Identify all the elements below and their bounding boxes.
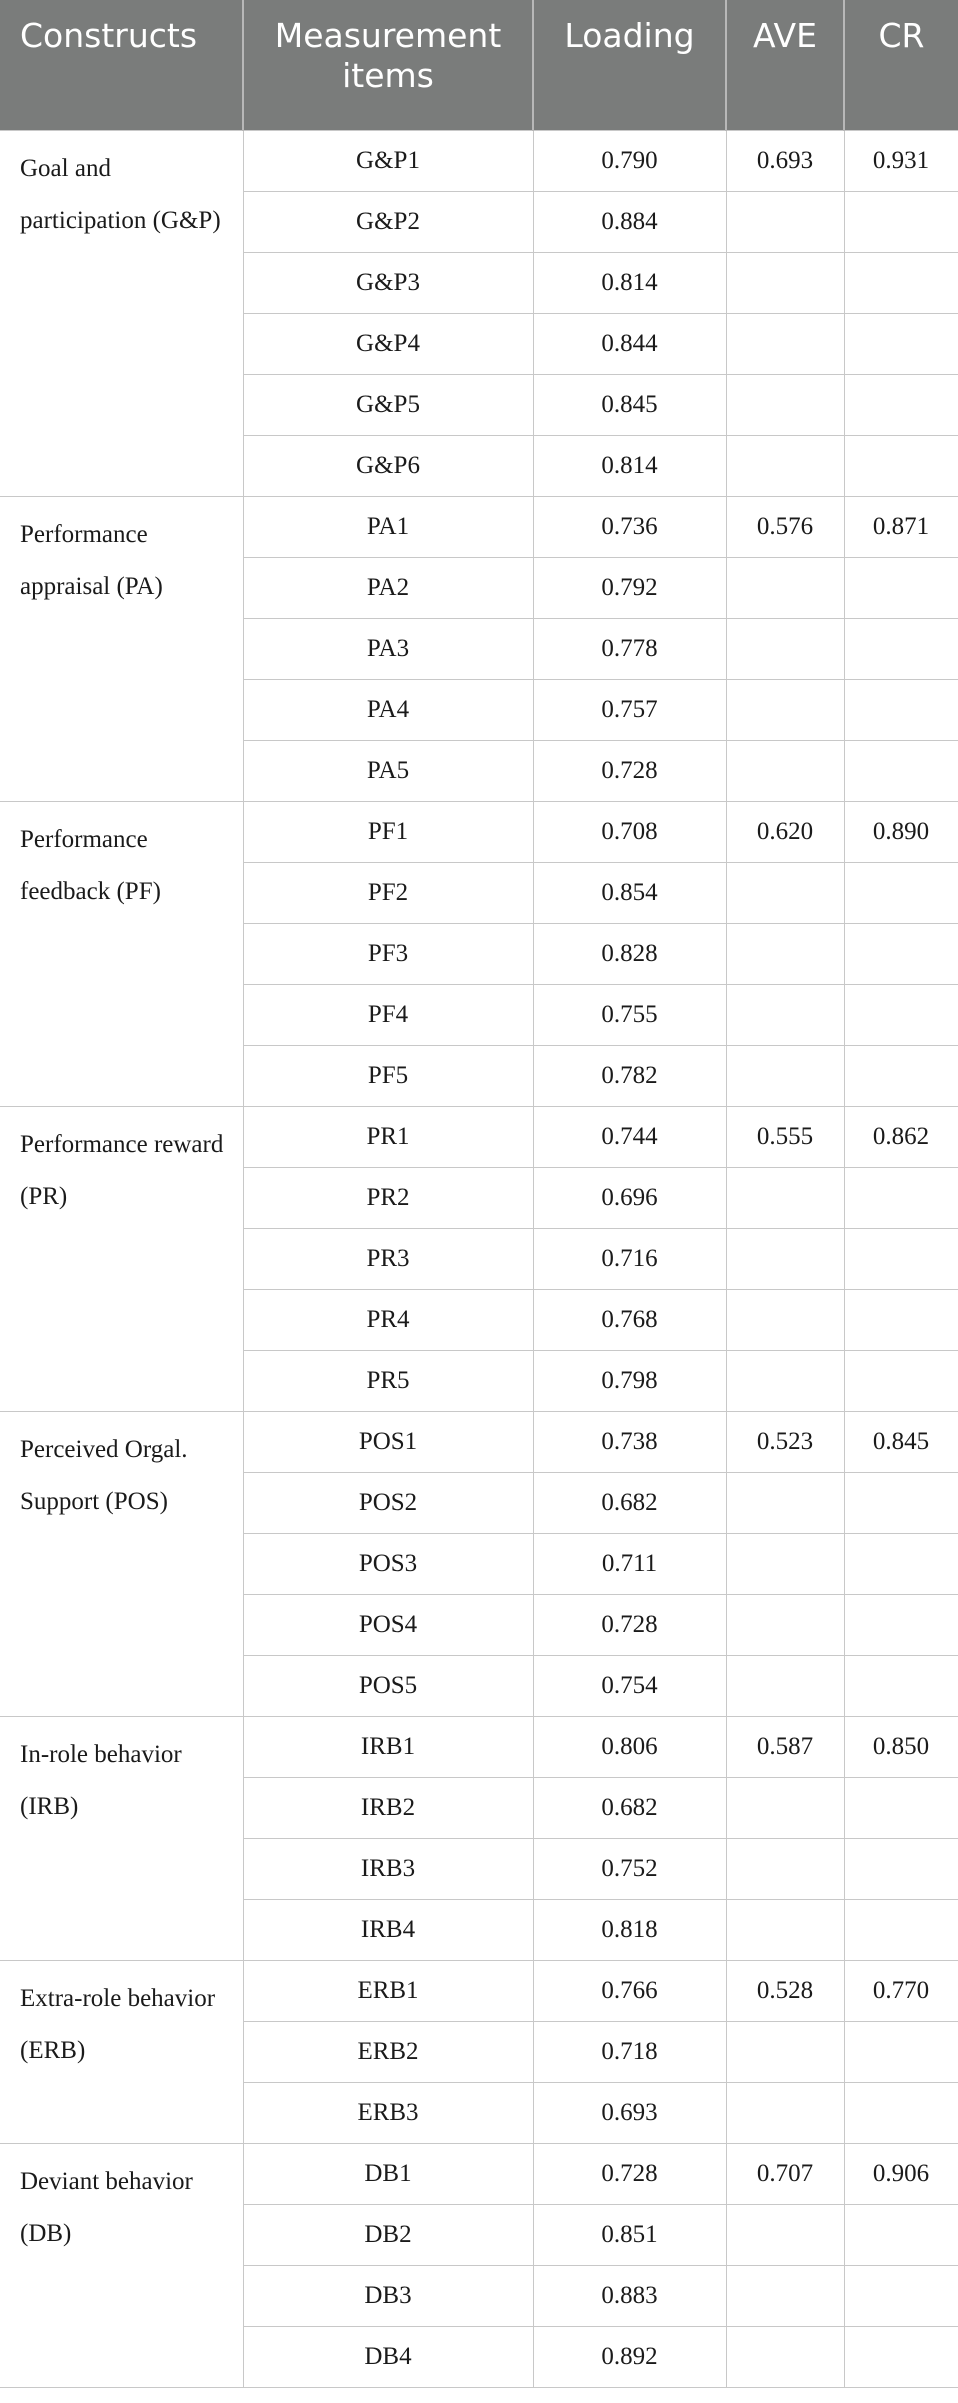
cr-cell (844, 1534, 958, 1595)
measurement-item-cell: G&P1 (243, 131, 533, 192)
loading-cell: 0.845 (533, 375, 726, 436)
measurement-item-cell: PF5 (243, 1046, 533, 1107)
measurement-item-cell: PA1 (243, 497, 533, 558)
loading-cell: 0.814 (533, 253, 726, 314)
ave-cell (726, 985, 844, 1046)
ave-cell: 0.528 (726, 1961, 844, 2022)
ave-cell: 0.693 (726, 131, 844, 192)
cr-cell: 0.931 (844, 131, 958, 192)
table-row (0, 131, 958, 192)
ave-cell (726, 2022, 844, 2083)
loading-cell: 0.718 (533, 2022, 726, 2083)
measurement-item-cell: DB1 (243, 2144, 533, 2205)
loading-cell: 0.682 (533, 1778, 726, 1839)
measurement-item-cell: IRB2 (243, 1778, 533, 1839)
header-constructs: Constructs (0, 0, 243, 131)
ave-cell (726, 1778, 844, 1839)
loading-cell: 0.851 (533, 2205, 726, 2266)
construct-cell: Extra-role behavior (ERB) (0, 1961, 243, 2144)
cr-cell (844, 1900, 958, 1961)
measurement-item-cell: IRB1 (243, 1717, 533, 1778)
measurement-item-cell: POS1 (243, 1412, 533, 1473)
cr-cell (844, 619, 958, 680)
measurement-item-cell: DB4 (243, 2327, 533, 2388)
measurement-item-cell: PF4 (243, 985, 533, 1046)
table-row (0, 497, 958, 558)
cr-cell (844, 2327, 958, 2388)
measurement-item-cell: PR2 (243, 1168, 533, 1229)
measurement-item-cell: G&P2 (243, 192, 533, 253)
construct-cell: In-role behavior (IRB) (0, 1717, 243, 1961)
ave-cell (726, 1168, 844, 1229)
ave-cell (726, 2327, 844, 2388)
cr-cell (844, 436, 958, 497)
table-row (0, 1961, 958, 2022)
cr-cell (844, 680, 958, 741)
ave-cell (726, 375, 844, 436)
loading-cell: 0.844 (533, 314, 726, 375)
ave-cell (726, 1351, 844, 1412)
measurement-item-cell: PA2 (243, 558, 533, 619)
cr-cell (844, 1473, 958, 1534)
cr-cell: 0.770 (844, 1961, 958, 2022)
ave-cell (726, 741, 844, 802)
loading-cell: 0.818 (533, 1900, 726, 1961)
loading-cell: 0.736 (533, 497, 726, 558)
ave-cell (726, 924, 844, 985)
construct-cell: Performance reward (PR) (0, 1107, 243, 1412)
cr-cell (844, 1595, 958, 1656)
cr-cell (844, 1290, 958, 1351)
measurement-item-cell: G&P6 (243, 436, 533, 497)
cr-cell (844, 2205, 958, 2266)
ave-cell: 0.523 (726, 1412, 844, 1473)
ave-cell: 0.707 (726, 2144, 844, 2205)
table-body (0, 131, 958, 2388)
measurement-item-cell: ERB3 (243, 2083, 533, 2144)
cr-cell (844, 863, 958, 924)
header-ave: AVE (726, 0, 844, 131)
ave-cell (726, 1229, 844, 1290)
cr-cell: 0.845 (844, 1412, 958, 1473)
cr-cell (844, 1839, 958, 1900)
cr-cell (844, 2083, 958, 2144)
measurement-item-cell: PR3 (243, 1229, 533, 1290)
table-row (0, 1717, 958, 1778)
loading-cell: 0.728 (533, 2144, 726, 2205)
loading-cell: 0.884 (533, 192, 726, 253)
loading-cell: 0.892 (533, 2327, 726, 2388)
cr-cell (844, 375, 958, 436)
loading-cell: 0.755 (533, 985, 726, 1046)
ave-cell (726, 2205, 844, 2266)
ave-cell (726, 436, 844, 497)
cr-cell (844, 1168, 958, 1229)
loading-cell: 0.757 (533, 680, 726, 741)
measurement-item-cell: POS2 (243, 1473, 533, 1534)
loading-cell: 0.708 (533, 802, 726, 863)
loading-cell: 0.716 (533, 1229, 726, 1290)
ave-cell (726, 1595, 844, 1656)
measurement-item-cell: ERB1 (243, 1961, 533, 2022)
measurement-item-cell: PF1 (243, 802, 533, 863)
cr-cell (844, 924, 958, 985)
cr-cell (844, 2022, 958, 2083)
ave-cell (726, 1839, 844, 1900)
cr-cell: 0.850 (844, 1717, 958, 1778)
ave-cell (726, 2083, 844, 2144)
measurement-item-cell: IRB3 (243, 1839, 533, 1900)
measurement-item-cell: PR4 (243, 1290, 533, 1351)
loading-cell: 0.778 (533, 619, 726, 680)
ave-cell (726, 1900, 844, 1961)
table-header (0, 0, 958, 131)
cr-cell (844, 558, 958, 619)
table-row (0, 2144, 958, 2205)
ave-cell: 0.620 (726, 802, 844, 863)
ave-cell (726, 253, 844, 314)
loading-cell: 0.854 (533, 863, 726, 924)
measurement-item-cell: PR5 (243, 1351, 533, 1412)
ave-cell (726, 1473, 844, 1534)
loading-cell: 0.782 (533, 1046, 726, 1107)
loading-cell: 0.752 (533, 1839, 726, 1900)
table-row (0, 1412, 958, 1473)
cr-cell: 0.906 (844, 2144, 958, 2205)
construct-cell: Performance appraisal (PA) (0, 497, 243, 802)
measurement-item-cell: POS5 (243, 1656, 533, 1717)
ave-cell: 0.576 (726, 497, 844, 558)
ave-cell (726, 680, 844, 741)
cr-cell (844, 1656, 958, 1717)
loading-cell: 0.798 (533, 1351, 726, 1412)
table-row (0, 1107, 958, 1168)
loading-cell: 0.883 (533, 2266, 726, 2327)
loading-cell: 0.693 (533, 2083, 726, 2144)
loading-cell: 0.790 (533, 131, 726, 192)
ave-cell (726, 192, 844, 253)
measurement-item-cell: PA5 (243, 741, 533, 802)
cr-cell (844, 1229, 958, 1290)
measurement-item-cell: POS3 (243, 1534, 533, 1595)
cr-cell: 0.862 (844, 1107, 958, 1168)
measurement-item-cell: DB2 (243, 2205, 533, 2266)
loading-cell: 0.682 (533, 1473, 726, 1534)
ave-cell (726, 2266, 844, 2327)
measurement-item-cell: DB3 (243, 2266, 533, 2327)
cr-cell: 0.890 (844, 802, 958, 863)
measurement-item-cell: PR1 (243, 1107, 533, 1168)
measurement-item-cell: PA3 (243, 619, 533, 680)
measurement-item-cell: ERB2 (243, 2022, 533, 2083)
cr-cell (844, 985, 958, 1046)
construct-cell: Performance feedback (PF) (0, 802, 243, 1107)
header-cr: CR (844, 0, 958, 131)
loading-cell: 0.754 (533, 1656, 726, 1717)
loading-cell: 0.728 (533, 1595, 726, 1656)
cr-cell (844, 192, 958, 253)
construct-cell: Deviant behavior (DB) (0, 2144, 243, 2388)
ave-cell (726, 1656, 844, 1717)
cr-cell (844, 1046, 958, 1107)
cr-cell (844, 1778, 958, 1839)
loading-cell: 0.806 (533, 1717, 726, 1778)
construct-cell: Perceived Orgal. Support (POS) (0, 1412, 243, 1717)
measurement-item-cell: G&P3 (243, 253, 533, 314)
ave-cell: 0.587 (726, 1717, 844, 1778)
construct-cell: Goal and participation (G&P) (0, 131, 243, 497)
measurement-item-cell: G&P4 (243, 314, 533, 375)
measurement-item-cell: PF2 (243, 863, 533, 924)
ave-cell (726, 314, 844, 375)
header-loading: Loading (533, 0, 726, 131)
loading-cell: 0.828 (533, 924, 726, 985)
cr-cell (844, 314, 958, 375)
ave-cell (726, 1046, 844, 1107)
measurement-item-cell: PF3 (243, 924, 533, 985)
measurement-item-cell: IRB4 (243, 1900, 533, 1961)
loading-cell: 0.738 (533, 1412, 726, 1473)
loading-cell: 0.768 (533, 1290, 726, 1351)
table-row (0, 802, 958, 863)
loading-cell: 0.814 (533, 436, 726, 497)
ave-cell: 0.555 (726, 1107, 844, 1168)
cr-cell (844, 253, 958, 314)
measurement-item-cell: PA4 (243, 680, 533, 741)
header-measurement-items: Measurement items (243, 0, 533, 131)
cr-cell (844, 2266, 958, 2327)
ave-cell (726, 863, 844, 924)
loading-cell: 0.728 (533, 741, 726, 802)
loading-cell: 0.696 (533, 1168, 726, 1229)
ave-cell (726, 558, 844, 619)
measurement-item-cell: POS4 (243, 1595, 533, 1656)
cr-cell (844, 741, 958, 802)
ave-cell (726, 1534, 844, 1595)
ave-cell (726, 619, 844, 680)
loading-cell: 0.766 (533, 1961, 726, 2022)
loading-cell: 0.711 (533, 1534, 726, 1595)
measurement-item-cell: G&P5 (243, 375, 533, 436)
cr-cell (844, 1351, 958, 1412)
loading-cell: 0.792 (533, 558, 726, 619)
cr-cell: 0.871 (844, 497, 958, 558)
header-row (0, 0, 958, 131)
ave-cell (726, 1290, 844, 1351)
loading-cell: 0.744 (533, 1107, 726, 1168)
